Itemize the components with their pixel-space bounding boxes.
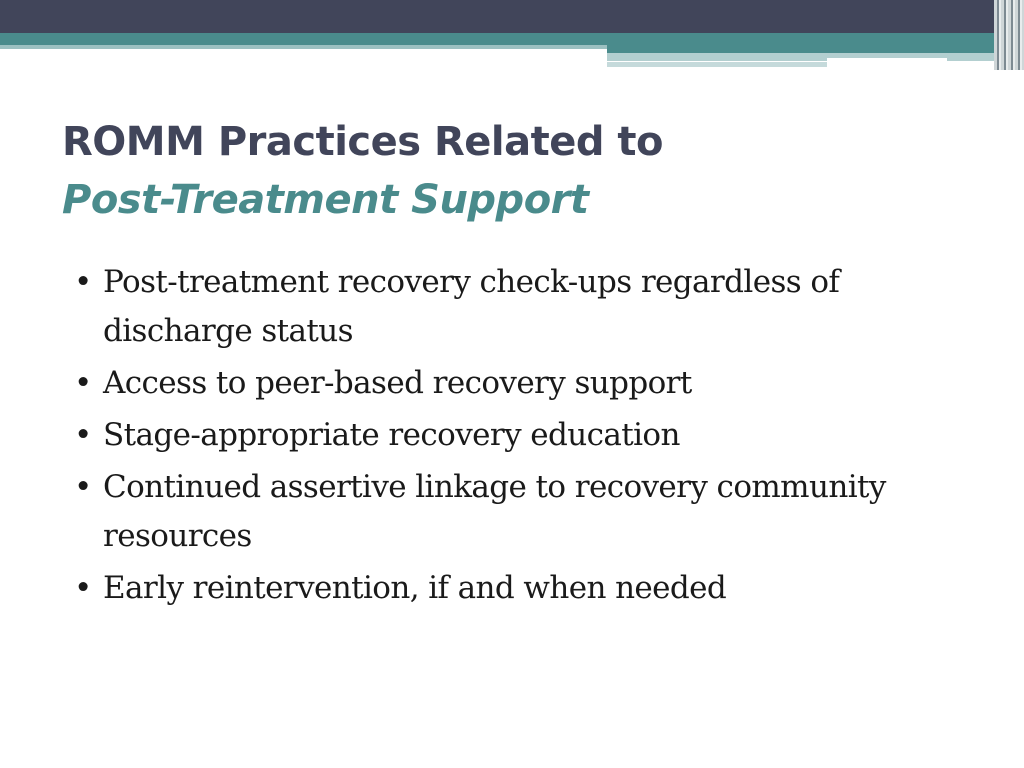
slide-title-line1: ROMM Practices Related to [62, 119, 664, 165]
header-band-step-line [607, 62, 827, 67]
bullet-text: Access to peer-based recovery support [103, 365, 692, 401]
bullet-item [74, 258, 974, 356]
bullet-dot-icon: • [74, 469, 92, 505]
bullet-item [74, 359, 974, 408]
slide-title-line2: Post-Treatment Support [62, 177, 589, 223]
bullet-dot-icon: • [74, 264, 92, 300]
bullet-dot-icon: • [74, 417, 92, 453]
bullet-text: Continued assertive linkage to recovery community resources [103, 469, 886, 554]
bullet-dot-icon: • [74, 570, 92, 606]
header-stripes-decoration [994, 0, 1024, 70]
header-band-step-light [607, 53, 1024, 61]
slide-title [62, 113, 962, 229]
header-band-step [607, 45, 1024, 53]
header-band-dark [0, 0, 1024, 33]
bullet-item [74, 463, 974, 561]
bullet-list [74, 258, 974, 616]
bullet-item [74, 411, 974, 460]
header-band-teal [0, 33, 1024, 45]
header-band-step-gap [827, 58, 947, 61]
bullet-text: Early reintervention, if and when needed [103, 570, 727, 606]
bullet-item [74, 564, 974, 613]
bullet-dot-icon: • [74, 365, 92, 401]
bullet-text: Post-treatment recovery check-ups regardless of discharge status [103, 264, 840, 349]
bullet-text: Stage-appropriate recovery education [103, 417, 680, 453]
